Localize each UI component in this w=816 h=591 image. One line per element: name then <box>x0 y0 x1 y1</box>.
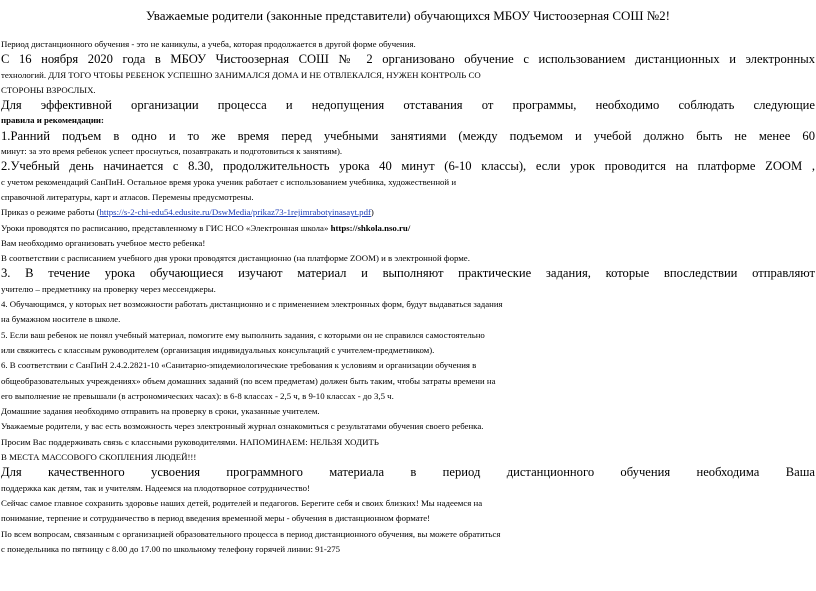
order-line <box>1 205 815 220</box>
text-line: понимание, терпение и сотрудничество в период введения временной меры - обучения в дистанционном формате! <box>1 513 431 524</box>
text-line: 3. В течение урока обучающиеся изучают материал и выполняют практические задания, которые впоследствии отправляют <box>1 266 815 281</box>
text-line: Для качественного усвоения программного материала в период дистанционного обучения необходима Ваша <box>1 465 815 480</box>
text-line: Домашние задания необходимо отправить на проверку в сроки, указанные учителем. <box>1 406 320 417</box>
rules-heading: правила и рекомендации: <box>1 115 104 126</box>
text-line: на бумажном носителе в школе. <box>1 314 121 325</box>
schedule-line <box>1 221 815 236</box>
text-line: справочной литературы, карт и атласов. Перемены предусмотрены. <box>1 191 254 202</box>
text-line: 4. Обучающимся, у которых нет возможности работать дистанционно и с применением электронных форм, будут выдаваться задания <box>1 299 503 310</box>
text-line: с учетом рекомендаций СанПиН. Остальное время урока ученик работает с использованием учебника, художественной и <box>1 176 457 187</box>
schedule-text: Уроки проводятся по расписанию, представленному в ГИС НСО «Электронная школа» <box>1 222 331 233</box>
text-line: 1.Ранний подъем в одно и то же время перед учебными занятиями (между подъемом и учебой должно быть не менее 60 <box>1 128 815 143</box>
text-line: Период дистанционного обучения - это не каникулы, а учеба, которая продолжается в другой форме обучения. <box>1 39 416 49</box>
shkola-url: https://shkola.nso.ru/ <box>330 222 411 233</box>
text-line: с понедельника по пятницу с 8.00 до 17.00 по школьному телефону горячей линии: 91-275 <box>1 543 341 554</box>
text-line: общеобразовательных учреждениях» объем домашних заданий (по всем предметам) должен быть таким, чтобы затраты времени на <box>1 375 496 386</box>
text-line: В МЕСТА МАССОВОГО СКОПЛЕНИЯ ЛЮДЕЙ!!! <box>1 452 197 463</box>
text-line: По всем вопросам, связанным с организацией образовательного процесса в период дистанционного обучения, вы можете обратиться <box>1 528 501 539</box>
text-line: 6. В соответствии с СанПиН 2.4.2.2821-10 «Санитарно-эпидемиологические требования к условиям и организации обучения в <box>1 360 477 371</box>
text-line: Уважаемые родители, у вас есть возможность через электронный журнал ознакомиться с результатами обучения своего ребенка. <box>1 421 484 432</box>
text-line: Для эффективной организации процесса и недопущения отставания от программы, необходимо соблюдать следующие <box>1 98 815 113</box>
order-prefix: Приказ о режиме работы ( <box>1 207 100 218</box>
page-title: Уважаемые родители (законные представители) обучающихся МБОУ Чистоозерная СОШ №2! <box>146 8 670 23</box>
text-line: 5. Если ваш ребенок не понял учебный материал, помогите ему выполнить задания, с которыми он не справился самостоятельно <box>1 329 485 340</box>
text-line: Вам необходимо организовать учебное место ребенка! <box>1 237 206 248</box>
text-line: 2.Учебный день начинается с 8.30, продолжительность урока 40 минут (6-10 классы), если урок проводится на платформе ZOOM , <box>1 159 815 174</box>
text-line: его выполнение не превышали (в астрономических часах): в 6-8 классах - 2,5 ч, в 9-10 классах - до 3,5 ч. <box>1 390 394 401</box>
text-line: СТОРОНЫ ВЗРОСЛЫХ. <box>1 84 96 95</box>
text-line: учителю – предметнику на проверку через мессенджеры. <box>1 283 216 294</box>
announcement-body <box>1 37 815 557</box>
text-line: минут: за это время ребенок успеет проснуться, позавтракать и подготовиться к занятиям). <box>1 146 343 157</box>
text-line: или свяжитесь с классным руководителем (организация индивидуальных консультаций с учителем-предметником). <box>1 344 435 355</box>
order-suffix: ) <box>370 207 374 218</box>
text-line: Просим Вас поддерживать связь с классными руководителями. НАПОМИНАЕМ: НЕЛЬЗЯ ХОДИТЬ <box>1 436 379 447</box>
text-line: технологий. ДЛЯ ТОГО ЧТОБЫ РЕБЕНОК УСПЕШНО ЗАНИМАЛСЯ ДОМА И НЕ ОТВЛЕКАЛСЯ, НУЖЕН КОНТРОЛЬ СО <box>1 69 481 80</box>
text-line: Сейчас самое главное сохранить здоровье наших детей, родителей и педагогов. Берегите себя и своих близких! Мы надеемся на <box>1 497 483 508</box>
text-line: В соответствии с расписанием учебного дня уроки проводятся дистанционно (на платформе ZOOM) и в электронной форме. <box>1 253 470 264</box>
text-line: поддержка как детям, так и учителям. Надеемся на плодотворное сотрудничество! <box>1 482 310 493</box>
text-line: С 16 ноября 2020 года в МБОУ Чистоозерная СОШ № 2 организовано обучение с использованием дистанционных и электронных <box>1 52 815 67</box>
order-link[interactable]: https://s-2-chi-edu54.edusite.ru/DswMedia/prikaz73-1rejimrabotyinasayt.pdf <box>99 207 371 218</box>
